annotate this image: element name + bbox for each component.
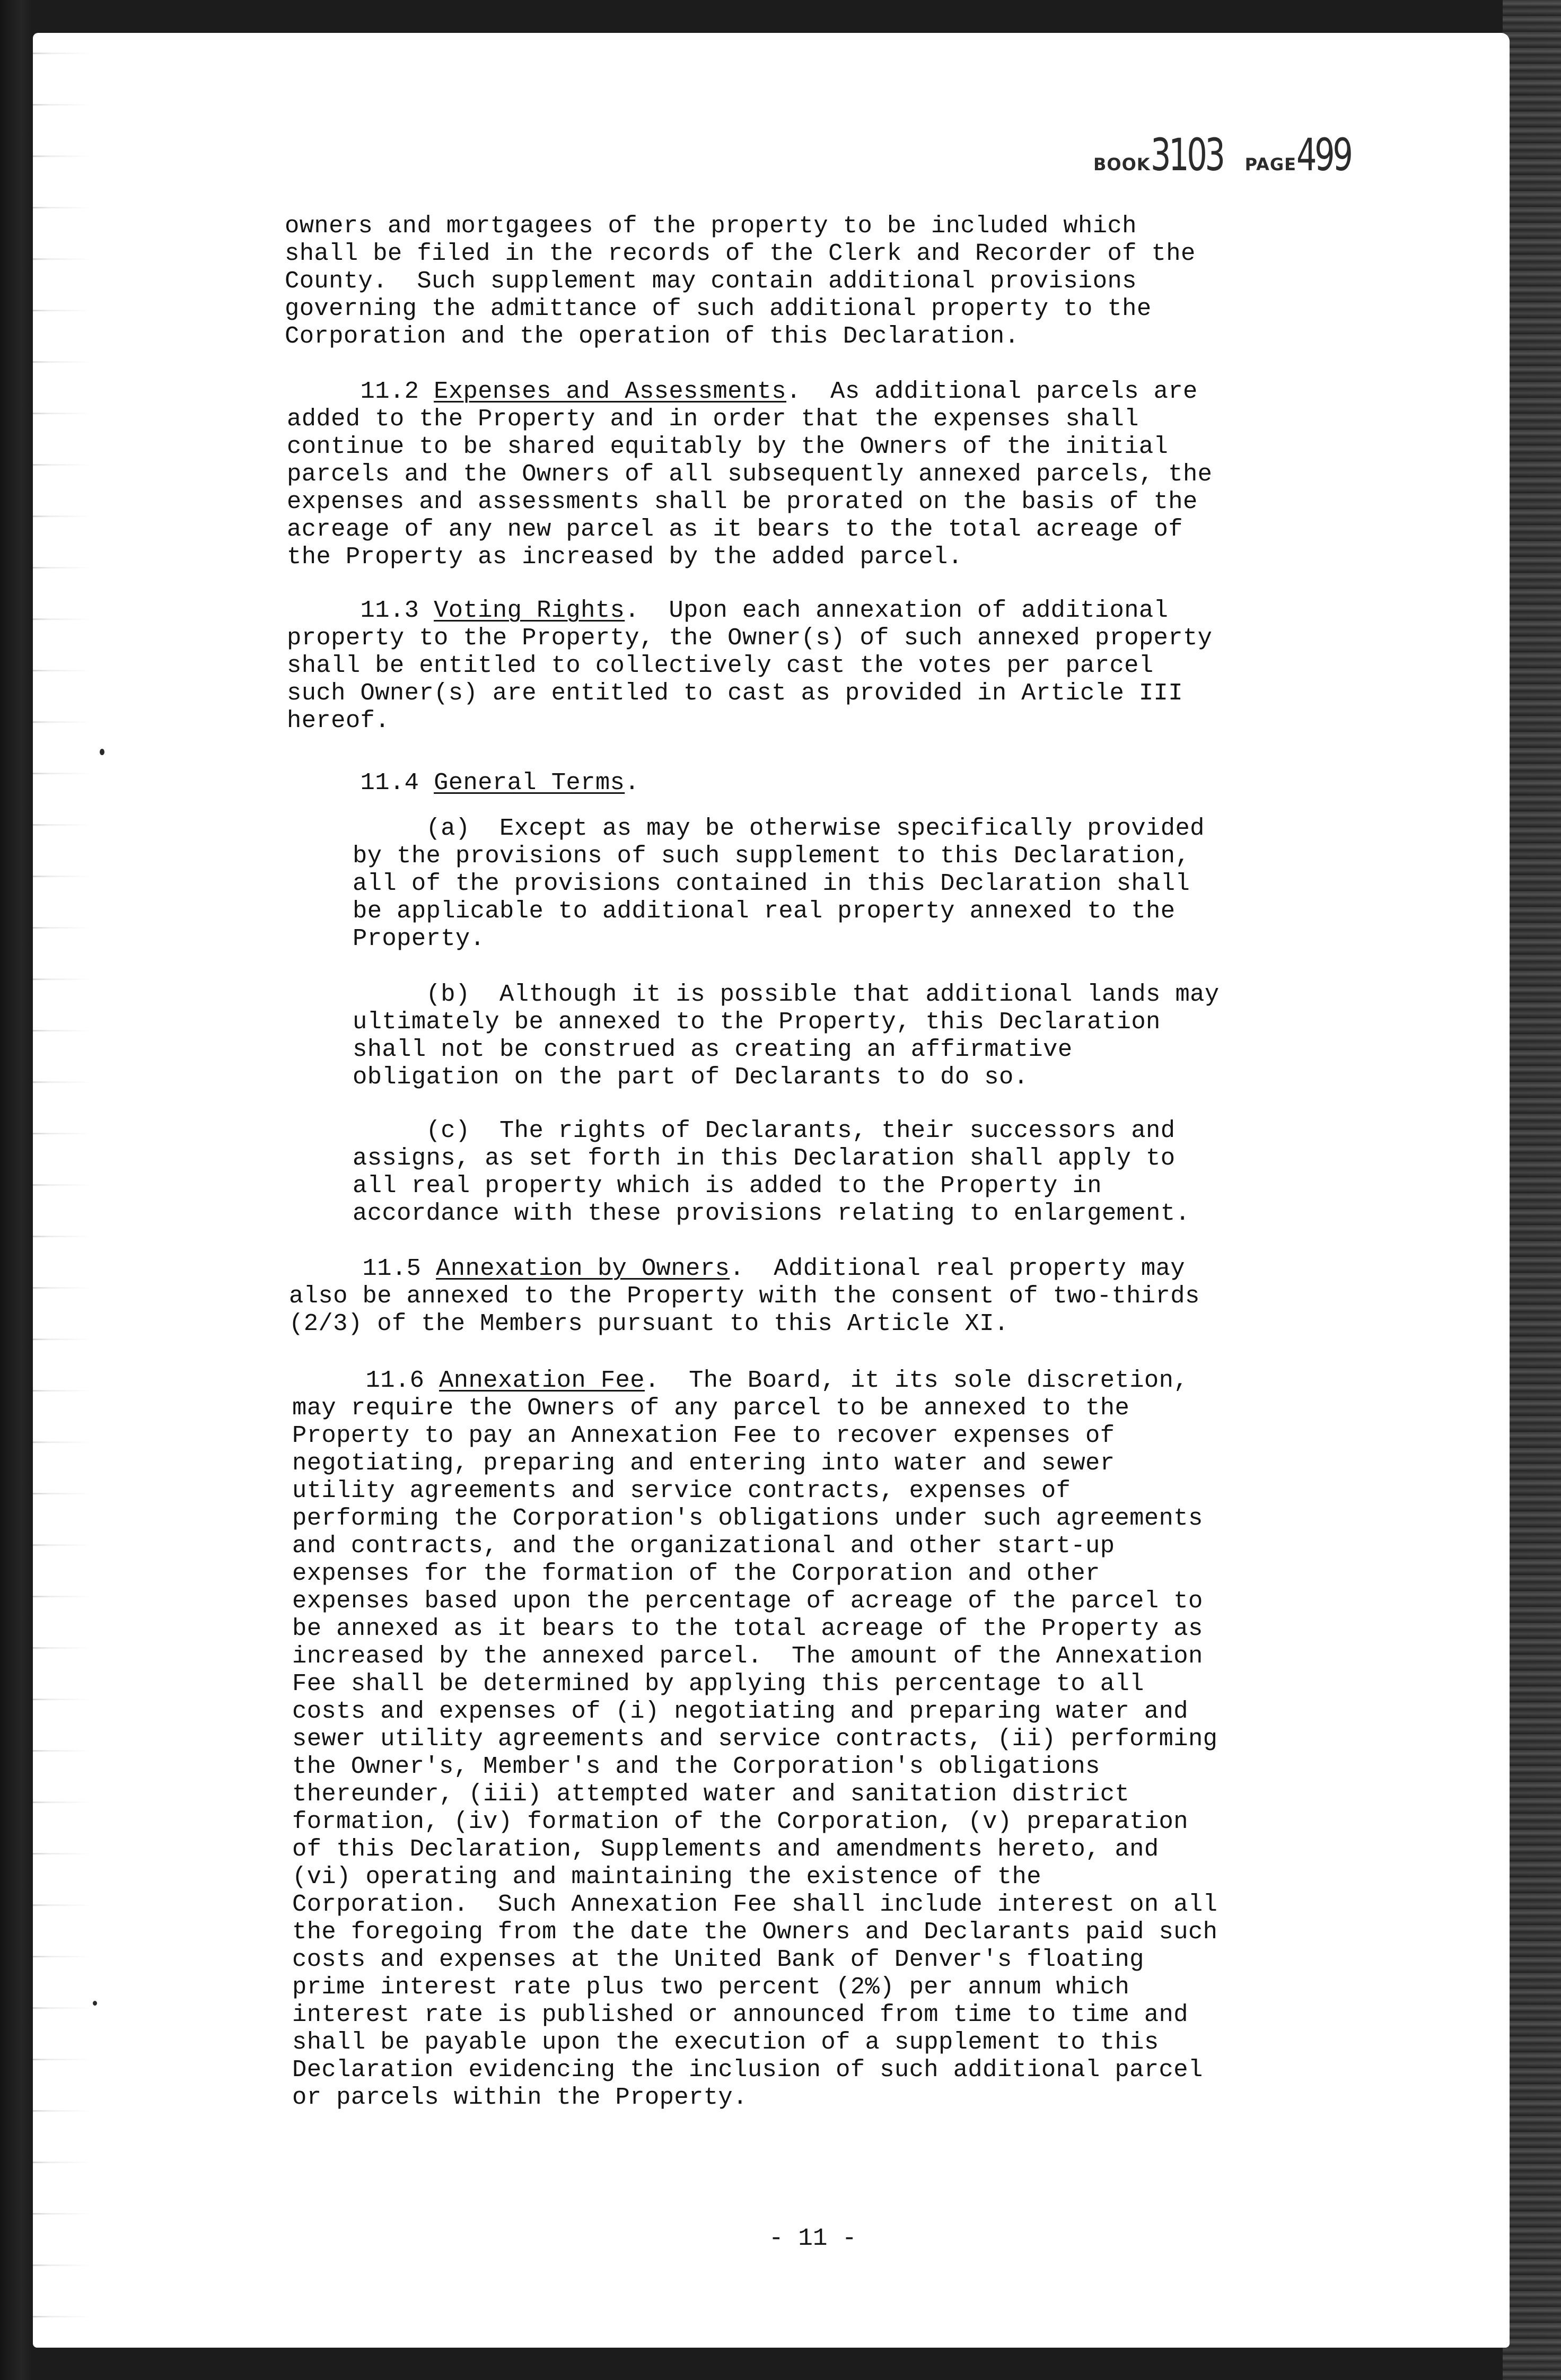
text-line: shall be filed in the records of the Clerk and Recorder of the xyxy=(285,240,1196,267)
section-heading: Annexation by Owners xyxy=(436,1255,730,1282)
section-first-line xyxy=(289,1255,1200,1282)
text-line: all of the provisions contained in this Declaration shall xyxy=(353,870,1190,897)
text-line: Corporation. Such Annexation Fee shall include interest on all xyxy=(292,1891,1218,1918)
text-line: costs and expenses at the United Bank of Denver's floating xyxy=(292,1946,1144,1973)
text-line: negotiating, preparing and entering into water and sewer xyxy=(292,1449,1115,1477)
text-line: added to the Property and in order that the expenses shall xyxy=(287,405,1139,433)
scan-edge-strip xyxy=(1503,0,1561,2380)
section-heading: Expenses and Assessments xyxy=(434,378,786,405)
section-number: 11.3 xyxy=(360,597,419,624)
text-line: County. Such supplement may contain additional provisions xyxy=(285,267,1137,295)
text-line: Fee shall be determined by applying this percentage to all xyxy=(292,1670,1144,1698)
text-line: such Owner(s) are entitled to cast as provided in Article III xyxy=(287,679,1183,707)
text-line: interest rate is published or announced from time to time and xyxy=(292,2001,1188,2028)
text-line: acreage of any new parcel as it bears to the total acreage of xyxy=(287,515,1183,543)
text-line: obligation on the part of Declarants to do so. xyxy=(353,1063,1029,1091)
text-line: ultimately be annexed to the Property, this Declaration xyxy=(353,1008,1161,1036)
text-line: formation, (iv) formation of the Corporation, (v) preparation xyxy=(292,1808,1188,1835)
text-line: thereunder, (iii) attempted water and sanitation district xyxy=(292,1780,1130,1808)
section-11-2 xyxy=(287,350,1212,598)
text-line: the Property as increased by the added parcel. xyxy=(287,543,963,571)
book-number: 3103 xyxy=(1150,129,1223,181)
text-line: (2/3) of the Members pursuant to this Article XI. xyxy=(289,1310,1009,1337)
section-first-line-rest: . Additional real property may xyxy=(730,1255,1186,1282)
scan-edge-noise xyxy=(33,33,97,2348)
recording-stamp xyxy=(1093,129,1369,191)
section-number: 11.6 xyxy=(365,1367,425,1394)
section-heading: General Terms xyxy=(434,769,625,797)
text-line: owners and mortgagees of the property to be included which xyxy=(285,212,1137,240)
text-line: prime interest rate plus two percent (2%) per annum which xyxy=(292,1973,1130,2001)
book-label: BOOK xyxy=(1093,154,1151,174)
page-number-stamp: 499 xyxy=(1296,129,1351,181)
text-line: increased by the annexed parcel. The amount of the Annexation xyxy=(292,1642,1203,1670)
text-line: (c) The rights of Declarants, their successors and xyxy=(353,1117,1176,1144)
section-heading: Voting Rights xyxy=(434,597,625,624)
text-line: accordance with these provisions relating to enlargement. xyxy=(353,1200,1190,1227)
text-line: shall be payable upon the execution of a supplement to this xyxy=(292,2028,1159,2056)
text-line: (b) Although it is possible that additional lands may xyxy=(353,981,1220,1008)
text-line: be applicable to additional real property annexed to the xyxy=(353,897,1176,925)
text-line: the Owner's, Member's and the Corporation's obligations xyxy=(292,1753,1100,1780)
section-number: 11.4 xyxy=(360,769,419,797)
section-number: 11.5 xyxy=(362,1255,422,1282)
section-first-line-rest: . Upon each annexation of additional xyxy=(625,597,1169,624)
text-line: sewer utility agreements and service contracts, (ii) performing xyxy=(292,1725,1218,1753)
text-line: continue to be shared equitably by the Owners of the initial xyxy=(287,433,1169,460)
section-first-line-rest: . As additional parcels are xyxy=(786,378,1198,405)
section-first-line xyxy=(287,597,1212,624)
text-line: by the provisions of such supplement to this Declaration, xyxy=(353,842,1190,870)
section-11-3 xyxy=(287,569,1212,762)
text-line: also be annexed to the Property with the consent of two-thirds xyxy=(289,1282,1200,1310)
page-footer-number: - 11 - xyxy=(769,2225,857,2252)
text-line: (vi) operating and maintaining the existence of the xyxy=(292,1863,1041,1891)
text-line: (a) Except as may be otherwise specifically provided xyxy=(353,815,1205,842)
text-line: expenses for the formation of the Corporation and other xyxy=(292,1560,1100,1587)
section-number: 11.2 xyxy=(360,378,419,405)
text-line: expenses based upon the percentage of acreage of the parcel to xyxy=(292,1587,1203,1615)
page-label: PAGE xyxy=(1244,154,1296,174)
text-line: Declaration evidencing the inclusion of such additional parcel xyxy=(292,2056,1203,2084)
text-line: all real property which is added to the Property in xyxy=(353,1172,1102,1200)
text-line: assigns, as set forth in this Declaration shall apply to xyxy=(353,1144,1176,1172)
text-line: Corporation and the operation of this Declaration. xyxy=(285,322,1020,350)
text-line: property to the Property, the Owner(s) of such annexed property xyxy=(287,624,1213,652)
section-first-line xyxy=(287,378,1212,405)
text-line: may require the Owners of any parcel to be annexed to the xyxy=(292,1394,1130,1422)
text-line: hereof. xyxy=(287,707,390,734)
text-line: or parcels within the Property. xyxy=(292,2084,748,2111)
subsection-a xyxy=(353,787,1205,980)
text-line: and contracts, and the organizational and other start-up xyxy=(292,1532,1115,1560)
section-first-line-rest: . xyxy=(625,769,639,797)
text-line: shall not be construed as creating an affirmative xyxy=(353,1036,1073,1063)
text-line: of this Declaration, Supplements and amendments hereto, and xyxy=(292,1835,1159,1863)
text-line: Property. xyxy=(353,925,485,952)
text-line: costs and expenses of (i) negotiating and preparing water and xyxy=(292,1698,1188,1725)
section-first-line-rest: . The Board, it its sole discretion, xyxy=(644,1367,1189,1394)
section-heading: Annexation Fee xyxy=(439,1367,645,1394)
intro-paragraph xyxy=(285,185,1196,378)
text-line: utility agreements and service contracts, expenses of xyxy=(292,1477,1071,1504)
text-line: expenses and assessments shall be prorated on the basis of the xyxy=(287,488,1198,515)
text-line: shall be entitled to collectively cast the votes per parcel xyxy=(287,652,1154,679)
scan-speck xyxy=(100,749,104,755)
text-line: governing the admittance of such additional property to the xyxy=(285,295,1152,322)
section-first-line xyxy=(292,1367,1217,1394)
text-line: performing the Corporation's obligations under such agreements xyxy=(292,1504,1203,1532)
text-line: parcels and the Owners of all subsequently annexed parcels, the xyxy=(287,460,1213,488)
section-11-6 xyxy=(292,1339,1217,2139)
text-line: be annexed as it bears to the total acreage of the Property as xyxy=(292,1615,1203,1642)
text-line: Property to pay an Annexation Fee to recover expenses of xyxy=(292,1422,1115,1449)
scan-speck xyxy=(93,2001,97,2006)
text-line: the foregoing from the date the Owners and Declarants paid such xyxy=(292,1918,1218,1946)
